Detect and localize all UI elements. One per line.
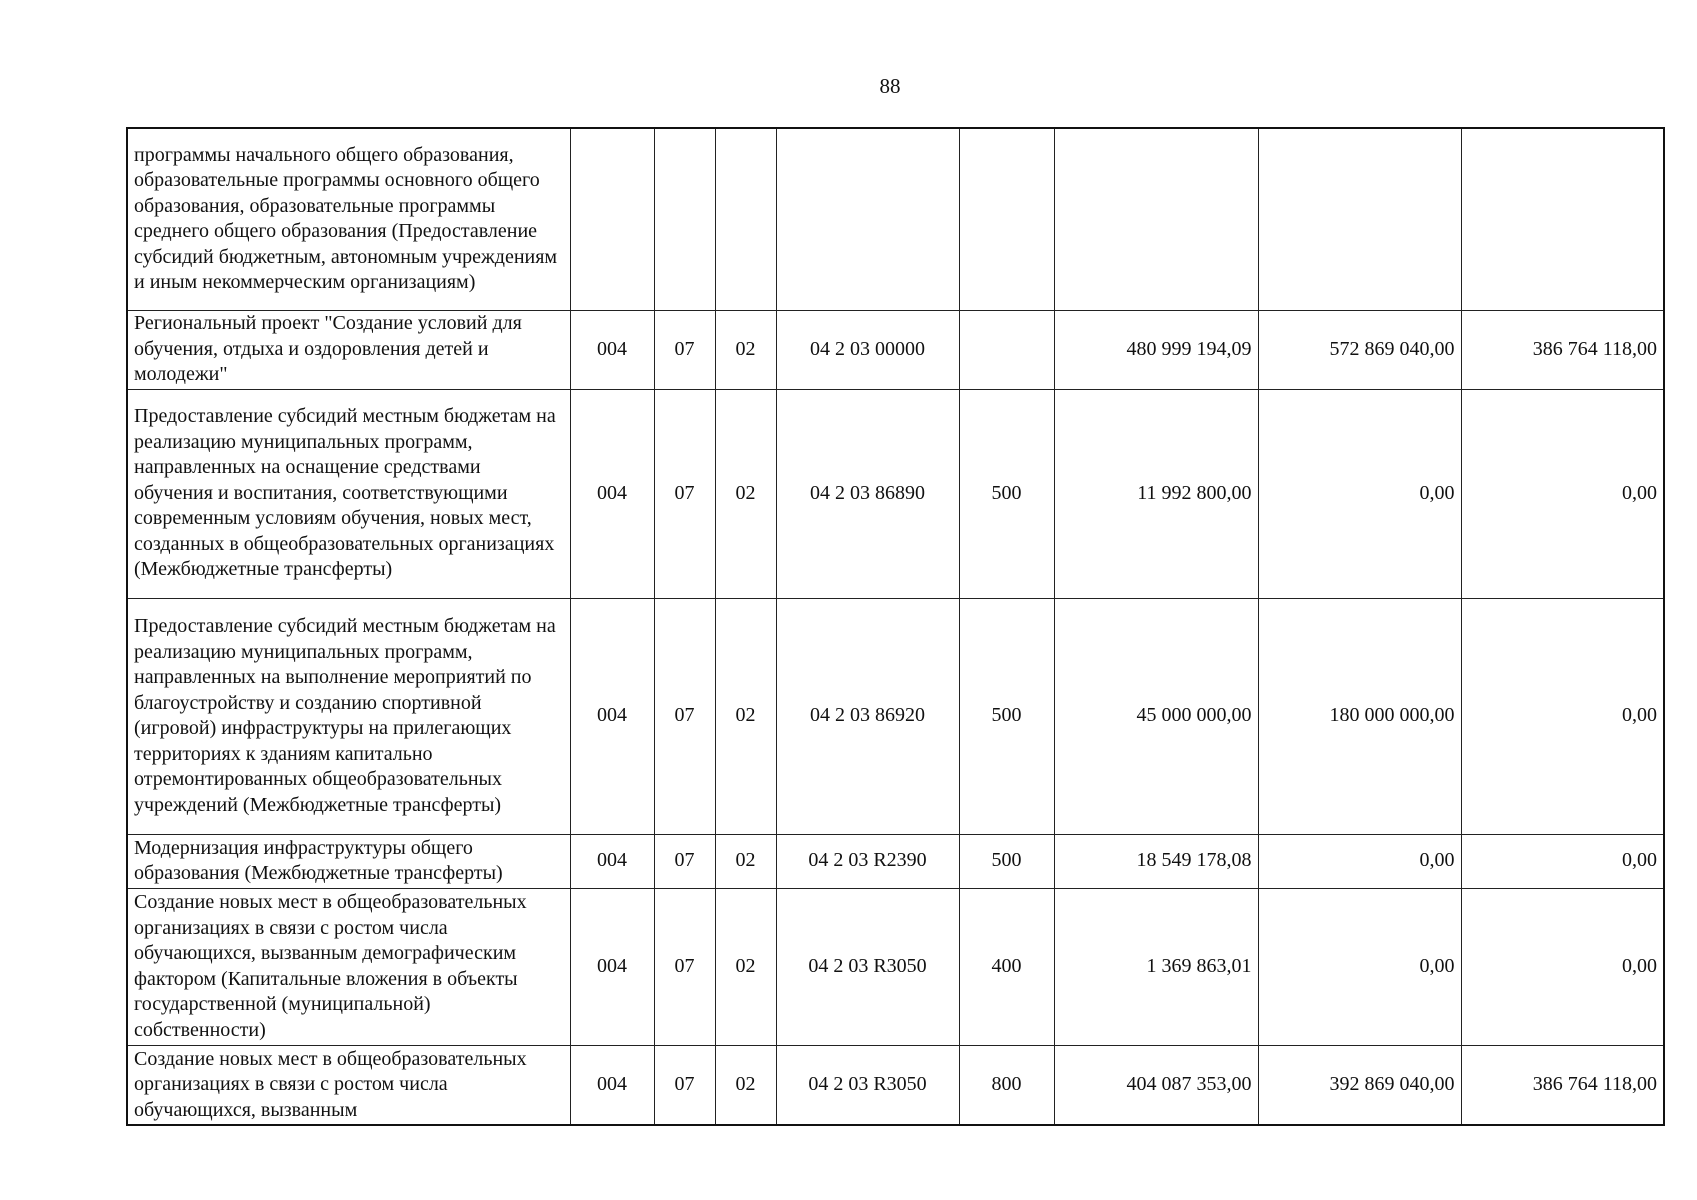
budget-table	[126, 127, 1665, 1126]
subsection-code: 02	[715, 834, 776, 888]
target-article-code: 04 2 03 00000	[776, 310, 959, 389]
expense-type-code: 500	[959, 834, 1054, 888]
amount-year-3: 0,00	[1461, 598, 1664, 834]
table-row	[127, 1045, 1664, 1125]
ministry-code: 004	[570, 888, 654, 1045]
amount-year-1: 404 087 353,00	[1054, 1045, 1258, 1125]
ministry-code: 004	[570, 389, 654, 598]
amount-year-3: 0,00	[1461, 389, 1664, 598]
amount-year-3: 0,00	[1461, 834, 1664, 888]
amount-year-3: 0,00	[1461, 888, 1664, 1045]
amount-year-2: 0,00	[1258, 834, 1461, 888]
expense-type-code	[959, 128, 1054, 310]
amount-year-2: 392 869 040,00	[1258, 1045, 1461, 1125]
amount-year-1: 18 549 178,08	[1054, 834, 1258, 888]
row-description: Создание новых мест в общеобразовательных организациях в связи с ростом числа обучающихся, вызванным	[127, 1045, 570, 1125]
row-description: Предоставление субсидий местным бюджетам на реализацию муниципальных программ, направленных на выполнение мероприятий по благоустройству и созданию спортивной (игровой) инфраструктуры на прилегающих территориях к зданиям капитально отремонтированных общеобразовательных учреждений (Межбюджетные трансферты)	[127, 598, 570, 834]
row-description: Модернизация инфраструктуры общего образования (Межбюджетные трансферты)	[127, 834, 570, 888]
expense-type-code: 800	[959, 1045, 1054, 1125]
subsection-code: 02	[715, 310, 776, 389]
target-article-code: 04 2 03 R3050	[776, 888, 959, 1045]
target-article-code: 04 2 03 R3050	[776, 1045, 959, 1125]
amount-year-2	[1258, 128, 1461, 310]
row-description: программы начального общего образования, образовательные программы основного общего образования, образовательные программы среднего общего образования (Предоставление субсидий бюджетным, автономным учреждениям и иным некоммерческим организациям)	[127, 128, 570, 310]
amount-year-1: 1 369 863,01	[1054, 888, 1258, 1045]
table-row	[127, 598, 1664, 834]
page-number: 88	[879, 74, 901, 98]
table-row	[127, 128, 1664, 310]
target-article-code	[776, 128, 959, 310]
ministry-code: 004	[570, 1045, 654, 1125]
subsection-code: 02	[715, 888, 776, 1045]
target-article-code: 04 2 03 86920	[776, 598, 959, 834]
amount-year-2: 0,00	[1258, 389, 1461, 598]
target-article-code: 04 2 03 R2390	[776, 834, 959, 888]
expense-type-code: 400	[959, 888, 1054, 1045]
amount-year-1: 480 999 194,09	[1054, 310, 1258, 389]
section-code	[654, 128, 715, 310]
table-row	[127, 389, 1664, 598]
expense-type-code	[959, 310, 1054, 389]
amount-year-1	[1054, 128, 1258, 310]
subsection-code	[715, 128, 776, 310]
target-article-code: 04 2 03 86890	[776, 389, 959, 598]
subsection-code: 02	[715, 598, 776, 834]
row-description: Создание новых мест в общеобразовательных организациях в связи с ростом числа обучающихся, вызванным демографическим фактором (Капитальные вложения в объекты государственной (муниципальной) собственности)	[127, 888, 570, 1045]
amount-year-3: 386 764 118,00	[1461, 1045, 1664, 1125]
amount-year-3: 386 764 118,00	[1461, 310, 1664, 389]
section-code: 07	[654, 389, 715, 598]
ministry-code: 004	[570, 598, 654, 834]
ministry-code	[570, 128, 654, 310]
amount-year-2: 0,00	[1258, 888, 1461, 1045]
amount-year-1: 11 992 800,00	[1054, 389, 1258, 598]
row-description: Региональный проект "Создание условий для обучения, отдыха и оздоровления детей и молодежи"	[127, 310, 570, 389]
table-row	[127, 310, 1664, 389]
section-code: 07	[654, 834, 715, 888]
subsection-code: 02	[715, 389, 776, 598]
ministry-code: 004	[570, 310, 654, 389]
table-row	[127, 888, 1664, 1045]
amount-year-2: 572 869 040,00	[1258, 310, 1461, 389]
subsection-code: 02	[715, 1045, 776, 1125]
section-code: 07	[654, 598, 715, 834]
expense-type-code: 500	[959, 598, 1054, 834]
section-code: 07	[654, 1045, 715, 1125]
expense-type-code: 500	[959, 389, 1054, 598]
amount-year-2: 180 000 000,00	[1258, 598, 1461, 834]
section-code: 07	[654, 888, 715, 1045]
table-row	[127, 834, 1664, 888]
section-code: 07	[654, 310, 715, 389]
amount-year-3	[1461, 128, 1664, 310]
amount-year-1: 45 000 000,00	[1054, 598, 1258, 834]
ministry-code: 004	[570, 834, 654, 888]
row-description: Предоставление субсидий местным бюджетам на реализацию муниципальных программ, направленных на оснащение средствами обучения и воспитания, соответствующими современным условиям обучения, новых мест, созданных в общеобразовательных организациях (Межбюджетные трансферты)	[127, 389, 570, 598]
